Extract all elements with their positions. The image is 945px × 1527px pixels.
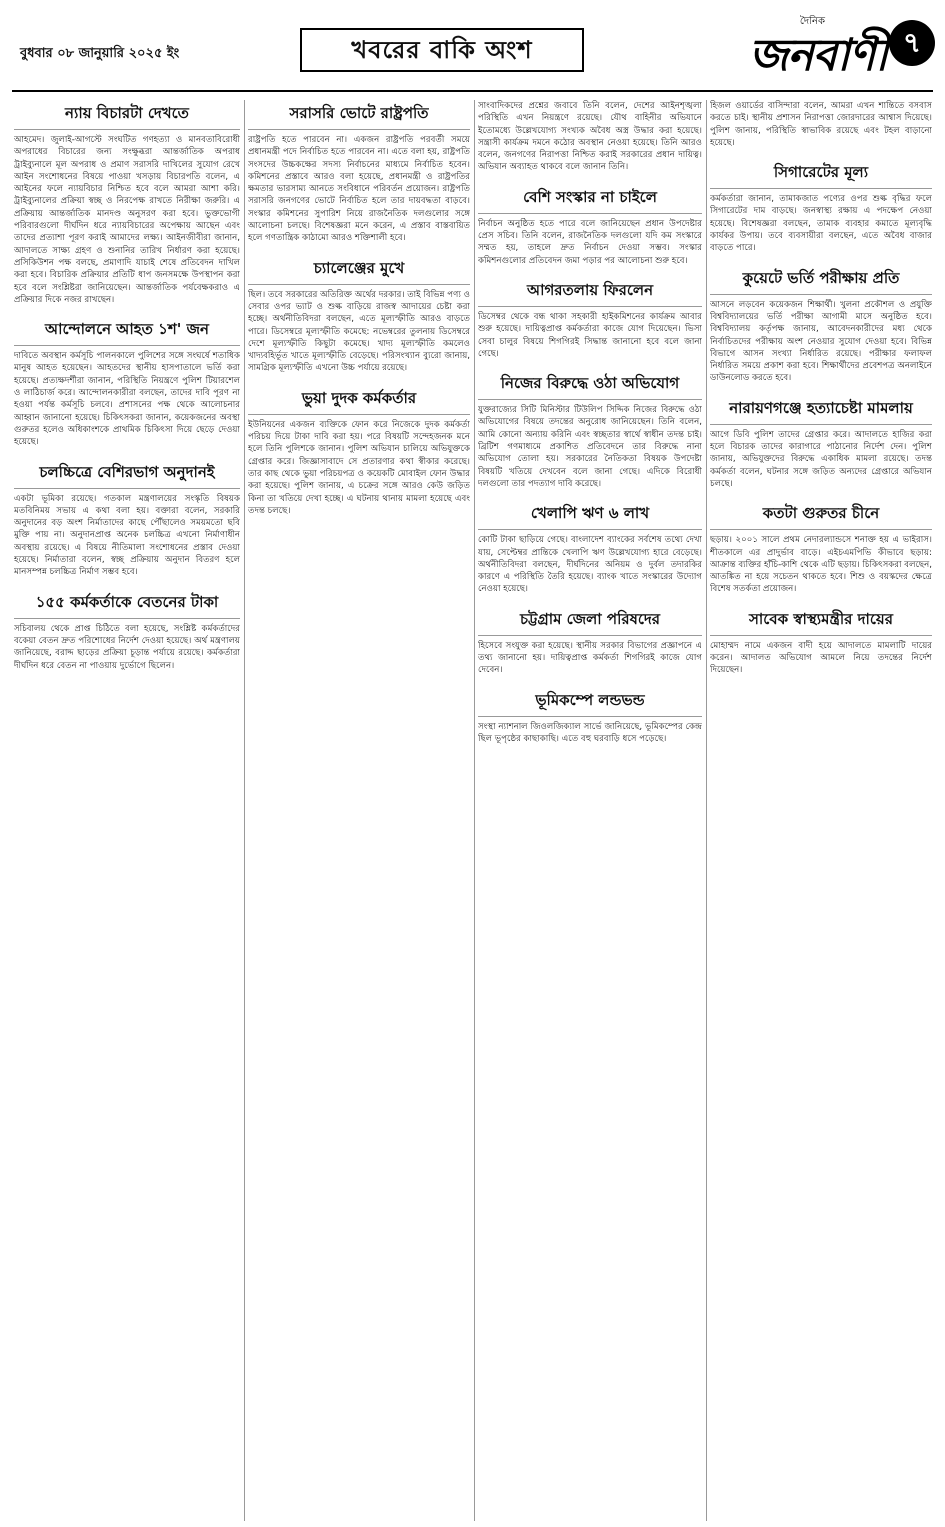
story-body: সচিবালয় থেকে প্রাপ্ত চিঠিতে বলা হয়েছে, সংশ্লিষ্ট কর্মকর্তাদের বকেয়া বেতন দ্রুত পরিশোধের নির্দেশ দেওয়া হয়েছে। অর্থ মন্ত্রণালয় জানিয়েছে, বরাদ্দ ছাড়ের প্রক্রিয়া চূড়ান্ত পর্যায়ে রয়েছে। কর্মকর্তারা দীর্ঘদিন ধরে বেতন না পাওয়ায় দুর্ভোগে ছিলেন। bbox=[14, 623, 240, 671]
news-story bbox=[248, 255, 470, 375]
column-4 bbox=[710, 100, 932, 1521]
story-body: দাবিতে অবস্থান কর্মসূচি পালনকালে পুলিশের সঙ্গে সংঘর্ষে শতাধিক মানুষ আহত হয়েছেন। আহতদের স্থানীয় হাসপাতালে ভর্তি করা হয়েছে। প্রত্যক্ষদর্শীরা জানান, পরিস্থিতি নিয়ন্ত্রণে পুলিশ টিয়ারশেল ও লাঠিচার্জ করে। আন্দোলনকারীরা বলছেন, তাদের দাবি পূরণ না হওয়া পর্যন্ত কর্মসূচি চলবে। প্রশাসনের পক্ষ থেকে আলোচনার আহ্বান জানানো হয়েছে। চিকিৎসকরা জানান, কয়েকজনের অবস্থা গুরুতর হলেও অধিকাংশকে প্রাথমিক চিকিৎসা দিয়ে ছেড়ে দেওয়া হয়েছে। bbox=[14, 351, 240, 448]
story-headline: বেশি সংস্কার না চাইলে bbox=[478, 184, 702, 214]
story-headline: চট্টগ্রাম জেলা পরিষদের bbox=[478, 606, 702, 636]
news-story bbox=[478, 606, 702, 677]
story-body: হিসেবে সংযুক্ত করা হয়েছে। স্থানীয় সরকার বিভাগের প্রজ্ঞাপনে এ তথ্য জানানো হয়। দায়িত্বপ্রাপ্ত কর্মকর্তা শিগগিরই কাজে যোগ দেবেন। bbox=[478, 640, 702, 676]
story-body: হিজল ওয়ার্ডের বাসিন্দারা বলেন, আমরা এখন শান্তিতে বসবাস করতে চাই। স্থানীয় প্রশাসন নিরাপত্তা জোরদারের আশ্বাস দিয়েছে। পুলিশ জানায়, পরিস্থিতি স্বাভাবিক রয়েছে এবং টহল বাড়ানো হয়েছে। bbox=[710, 101, 932, 148]
column-divider bbox=[474, 100, 475, 1521]
news-story bbox=[710, 395, 932, 490]
page-header bbox=[0, 0, 945, 96]
news-story bbox=[14, 316, 240, 448]
story-body: ছিল। তবে সরকারের অতিরিক্ত অর্থের দরকার। তাই বিভিন্ন পণ্য ও সেবার ওপর ভ্যাট ও শুল্ক বাড়িয়ে রাজস্ব আদায়ের চেষ্টা করা হচ্ছে। অর্থনীতিবিদরা বলছেন, এতে মূল্যস্ফীতি আরও বাড়তে পারে। ডিসেম্বরে মূল্যস্ফীতি কমেছে: নভেম্বরের তুলনায় ডিসেম্বরে দেশে মূল্যস্ফীতি কিছুটা কমেছে। খাদ্য মূল্যস্ফীতি কমলেও খাদ্যবহির্ভূত খাতে মূল্যস্ফীতি বেড়েছে। পরিসংখ্যান ব্যুরো জানায়, সামগ্রিক মূল্যস্ফীতি এখনো উচ্চ পর্যায়ে রয়েছে। bbox=[248, 289, 470, 374]
news-story bbox=[710, 606, 932, 677]
paper-logo: জনবাণী bbox=[748, 30, 887, 81]
news-story bbox=[14, 100, 240, 306]
news-story bbox=[478, 184, 702, 267]
news-story bbox=[710, 159, 932, 254]
story-headline: আগরতলায় ফিরলেন bbox=[478, 277, 702, 307]
story-headline: চলচ্চিত্রে বেশিরভাগ অনুদানই bbox=[14, 459, 240, 489]
story-headline: কুয়েটে ভর্তি পরীক্ষায় প্রতি bbox=[710, 265, 932, 295]
news-story bbox=[710, 100, 932, 149]
news-story bbox=[14, 589, 240, 672]
column-2 bbox=[248, 100, 470, 1521]
news-story bbox=[14, 459, 240, 579]
news-story bbox=[478, 500, 702, 595]
story-headline: কতটা গুরুতর চীনে bbox=[710, 500, 932, 530]
story-body: ইউনিয়নের একজন ব্যক্তিকে ফোন করে নিজেকে দুদক কর্মকর্তা পরিচয় দিয়ে টাকা দাবি করা হয়। পরে বিষয়টি সন্দেহজনক মনে হলে তিনি পুলিশকে জানান। পুলিশ অভিযান চালিয়ে অভিযুক্তকে গ্রেপ্তার করে। জিজ্ঞাসাবাদে সে প্রতারণার কথা স্বীকার করেছে। তার কাছ থেকে ভুয়া পরিচয়পত্র ও কয়েকটি মোবাইল ফোন উদ্ধার করা হয়েছে। পুলিশ জানায়, এ চক্রের সঙ্গে আরও কেউ জড়িত কিনা তা খতিয়ে দেখা হচ্ছে। এ ঘটনায় থানায় মামলা হয়েছে এবং তদন্ত চলছে। bbox=[248, 419, 470, 516]
story-body: আগে ডিবি পুলিশ তাদের গ্রেপ্তার করে। আদালতে হাজির করা হলে বিচারক তাদের কারাগারে পাঠানোর নির্দেশ দেন। পুলিশ জানায়, অভিযুক্তদের বিরুদ্ধে একাধিক মামলা রয়েছে। তদন্ত কর্মকর্তা বলেন, ঘটনার সঙ্গে জড়িত অন্যদের গ্রেপ্তারে অভিযান চলছে। bbox=[710, 429, 932, 489]
column-3 bbox=[478, 100, 702, 1521]
column-1 bbox=[14, 100, 240, 1521]
column-divider bbox=[244, 100, 245, 1521]
paper-prefix: দৈনিক bbox=[799, 16, 825, 27]
news-story bbox=[478, 370, 702, 490]
story-body: মোহাম্মদ নামে একজন বাদী হয়ে আদালতে মামলাটি দায়ের করেন। আদালত অভিযোগ আমলে নিয়ে তদন্তের নির্দেশ দিয়েছেন। bbox=[710, 640, 932, 676]
story-body: যুক্তরাজ্যের সিটি মিনিস্টার টিউলিপ সিদ্দিক নিজের বিরুদ্ধে ওঠা অভিযোগের বিষয়ে তদন্তের অনুরোধ জানিয়েছেন। তিনি বলেন, আমি কোনো অন্যায় করিনি এবং স্বচ্ছতার স্বার্থে স্বাধীন তদন্ত চাই। ব্রিটিশ গণমাধ্যমে প্রকাশিত প্রতিবেদনে তার বিরুদ্ধে নানা অভিযোগ তোলা হয়। সরকারের নৈতিকতা বিষয়ক উপদেষ্টা বিষয়টি খতিয়ে দেখবেন বলে জানা গেছে। এদিকে বিরোধী দলগুলো তার পদত্যাগ দাবি করেছে। bbox=[478, 405, 702, 489]
section-title: খবরের বাকি অংশ bbox=[300, 28, 584, 72]
news-story bbox=[478, 687, 702, 746]
story-body: আহমেদ। জুলাই-আগস্টে সংঘটিত গণহত্যা ও মানবতাবিরোধী অপরাধের বিচারের জন্য সংক্ষুব্ধরা আন্তর্জাতিক অপরাধ ট্রাইব্যুনালে মূল অপরাধ ও প্রমাণ সরাসরি দাখিলের সুযোগ রেখে আইন সংশোধনের বিষয়ে পাওয়া খসড়ায় বিচারপতি বলেন, এ আইনের ফলে ন্যায়বিচার নিশ্চিত হবে বলে আমরা আশা করি। ট্রাইব্যুনালের প্রক্রিয়া স্বচ্ছ ও নিরপেক্ষ রাখতে নিরীক্ষা জরুরি। এ প্রক্রিয়ায় আন্তর্জাতিক মানদণ্ড অনুসরণ করা হবে। ভুক্তভোগী পরিবারগুলো দীর্ঘদিন ধরে ন্যায়বিচারের অপেক্ষায় আছেন এবং তাদের প্রত্যাশা পূরণ করাই আমাদের লক্ষ্য। আইনজীবীরা জানান, আদালতে সাক্ষ্য গ্রহণ ও শুনানির তারিখ নির্ধারণ করা হয়েছে। প্রসিকিউশন পক্ষ বলছে, প্রমাণাদি যাচাই শেষে প্রতিবেদন দাখিল করা হবে। বিচারিক প্রক্রিয়ার প্রতিটি ধাপ জনসমক্ষে উপস্থাপন করা হবে বলে সংশ্লিষ্টরা জানিয়েছেন। আন্তর্জাতিক পর্যবেক্ষকরাও এ প্রক্রিয়ার দিকে নজর রাখছেন। bbox=[14, 135, 240, 305]
story-headline: ন্যায় বিচারটা দেখতে bbox=[14, 100, 240, 130]
story-headline: ভূমিকম্পে লন্ডভন্ড bbox=[478, 687, 702, 717]
story-headline: সরাসরি ভোটে রাষ্ট্রপতি bbox=[248, 100, 470, 130]
story-body: সংস্থা ন্যাশনাল জিওলজিক্যাল সার্ভে জানিয়েছে, ভূমিকম্পের কেন্দ্র ছিল ভূপৃষ্ঠের কাছাকাছি। এতে বহু ঘরবাড়ি ধসে পড়েছে। bbox=[478, 721, 702, 744]
news-story bbox=[710, 500, 932, 595]
story-headline: চ্যালেঞ্জের মুখে bbox=[248, 255, 470, 285]
story-headline: সাবেক স্বাস্থ্যমন্ত্রীর দায়ের bbox=[710, 606, 932, 636]
story-body: ডিসেম্বর থেকে বন্ধ থাকা সহকারী হাইকমিশনের কার্যক্রম আবার শুরু হয়েছে। দায়িত্বপ্রাপ্ত কর্মকর্তারা কাজে যোগ দিয়েছেন। ভিসা সেবা চালুর বিষয়ে শিগগিরই সিদ্ধান্ত জানানো হবে বলে জানা গেছে। bbox=[478, 311, 702, 359]
story-body: ছড়ায়। ২০০১ সালে প্রথম নেদারল্যান্ডসে শনাক্ত হয় এ ভাইরাস। শীতকালে এর প্রাদুর্ভাব বাড়ে। এইচএমপিভি কীভাবে ছড়ায়: আক্রান্ত ব্যক্তির হাঁচি-কাশি থেকে এটি ছড়ায়। চিকিৎসকরা বলছেন, আতঙ্কিত না হয়ে সচেতন থাকতে হবে। শিশু ও বয়স্কদের ক্ষেত্রে বিশেষ সতর্কতা প্রয়োজন। bbox=[710, 535, 932, 595]
story-body: একটা ভূমিকা রয়েছে। গতকাল মন্ত্রণালয়ের সংস্কৃতি বিষয়ক মতবিনিময় সভায় এ কথা বলা হয়। বক্তারা বলেন, সরকারি অনুদানের বড় অংশ নির্মাতাদের কাছে পৌঁছালেও সময়মতো ছবি মুক্তি পায় না। অনুদানপ্রাপ্ত অনেক চলচ্চিত্র এখনো নির্মাণাধীন অবস্থায় রয়েছে। এ বিষয়ে নীতিমালা সংশোধনের প্রস্তাব দেওয়া হয়েছে। নির্মাতারা বলেন, স্বচ্ছ প্রক্রিয়ায় অনুদান বিতরণ হলে মানসম্পন্ন চলচ্চিত্র নির্মাণ সম্ভব হবে। bbox=[14, 493, 240, 578]
news-story bbox=[248, 385, 470, 517]
story-body: কোটি টাকা ছাড়িয়ে গেছে। বাংলাদেশ ব্যাংকের সর্বশেষ তথ্যে দেখা যায়, সেপ্টেম্বর প্রান্তিকে খেলাপি ঋণ উল্লেখযোগ্য হারে বেড়েছে। অর্থনীতিবিদরা বলছেন, দীর্ঘদিনের অনিয়ম ও দুর্বল তদারকির কারণে এ পরিস্থিতি তৈরি হয়েছে। ব্যাংক খাতে সংস্কারের উদ্যোগ নেওয়া হয়েছে। bbox=[478, 535, 702, 595]
news-story bbox=[248, 100, 470, 245]
column-divider bbox=[706, 100, 707, 1521]
issue-date: বুধবার ০৮ জানুয়ারি ২০২৫ ইং bbox=[20, 46, 180, 61]
story-body: নির্বাচন অনুষ্ঠিত হতে পারে বলে জানিয়েছেন প্রধান উপদেষ্টার প্রেস সচিব। তিনি বলেন, রাজনৈতিক দলগুলো যদি কম সংস্কারে সম্মত হয়, তাহলে দ্রুত নির্বাচন দেওয়া সম্ভব। সংস্কার কমিশনগুলোর প্রতিবেদন জমা পড়ার পর আলোচনা শুরু হবে। bbox=[478, 218, 702, 266]
story-headline: ভুয়া দুদক কর্মকর্তার bbox=[248, 385, 470, 415]
story-headline: আন্দোলনে আহত ১শ' জন bbox=[14, 316, 240, 346]
story-headline: নারায়ণগঞ্জে হত্যাচেষ্টা মামলায় bbox=[710, 395, 932, 425]
story-headline: ১৫৫ কর্মকর্তাকে বেতনের টাকা bbox=[14, 589, 240, 619]
story-body: কর্মকর্তারা জানান, তামাকজাত পণ্যের ওপর শুল্ক বৃদ্ধির ফলে সিগারেটের দাম বাড়ছে। জনস্বাস্থ্য রক্ষায় এ পদক্ষেপ নেওয়া হয়েছে। বিশেষজ্ঞরা বলছেন, তামাক ব্যবহার কমাতে মূল্যবৃদ্ধি কার্যকর উপায়। তবে ব্যবসায়ীরা বলছেন, এতে অবৈধ বাজার বাড়তে পারে। bbox=[710, 194, 932, 254]
story-headline: সিগারেটের মূল্য bbox=[710, 159, 932, 189]
page-number: ৭ bbox=[889, 20, 935, 66]
news-story bbox=[710, 265, 932, 385]
story-headline: খেলাপি ঋণ ৬ লাখ bbox=[478, 500, 702, 530]
header-rule bbox=[12, 90, 933, 92]
story-body: রাষ্ট্রপতি হতে পারবেন না। একজন রাষ্ট্রপতি পরবর্তী সময়ে প্রধানমন্ত্রী পদে নির্বাচিত হতে পারবেন না। এতে বলা হয়, রাষ্ট্রপতি সংসদের উচ্চকক্ষের সদস্য নির্বাচনের মাধ্যমে নির্বাচিত হবেন। কমিশনের প্রস্তাবে আরও বলা হয়েছে, প্রধানমন্ত্রী ও রাষ্ট্রপতির ক্ষমতার ভারসাম্য আনতে সংবিধানে পরিবর্তন প্রয়োজন। রাষ্ট্রপতি সরাসরি জনগণের ভোটে নির্বাচিত হলে তার দায়বদ্ধতা বাড়বে। সংস্কার কমিশনের সুপারিশ নিয়ে রাজনৈতিক দলগুলোর সঙ্গে আলোচনা চলছে। বিশেষজ্ঞরা মনে করেন, এ প্রস্তাব বাস্তবায়িত হলে গণতান্ত্রিক কাঠামো আরও শক্তিশালী হবে। bbox=[248, 135, 470, 244]
story-headline: নিজের বিরুদ্ধে ওঠা অভিযোগ bbox=[478, 370, 702, 400]
news-story bbox=[478, 100, 702, 174]
story-body: আসনে লড়বেন কয়েকজন শিক্ষার্থী। খুলনা প্রকৌশল ও প্রযুক্তি বিশ্ববিদ্যালয়ের ভর্তি পরীক্ষা আগামী মাসে অনুষ্ঠিত হবে। বিশ্ববিদ্যালয় কর্তৃপক্ষ জানায়, আবেদনকারীদের মধ্য থেকে নির্বাচিতদের পরীক্ষায় অংশ নেওয়ার সুযোগ দেওয়া হবে। বিভিন্ন বিভাগে আসন সংখ্যা নির্ধারিত রয়েছে। পরীক্ষার ফলাফল নির্ধারিত সময়ে প্রকাশ করা হবে। শিক্ষার্থীদের প্রবেশপত্র অনলাইনে ডাউনলোড করতে হবে। bbox=[710, 299, 932, 384]
news-story bbox=[478, 277, 702, 360]
story-body: সাংবাদিকদের প্রশ্নের জবাবে তিনি বলেন, দেশের আইনশৃঙ্খলা পরিস্থিতি এখন নিয়ন্ত্রণে রয়েছে। যৌথ বাহিনীর অভিযানে ইতোমধ্যে উল্লেখযোগ্য সংখ্যক অবৈধ অস্ত্র উদ্ধার করা হয়েছে। সন্ত্রাসী কার্যক্রম দমনে কঠোর অবস্থান নেওয়া হয়েছে। তিনি আরও বলেন, জনগণের নিরাপত্তা নিশ্চিত করাই সরকারের প্রধান দায়িত্ব। অভিযান অব্যাহত থাকবে বলে জানান তিনি। bbox=[478, 101, 702, 173]
